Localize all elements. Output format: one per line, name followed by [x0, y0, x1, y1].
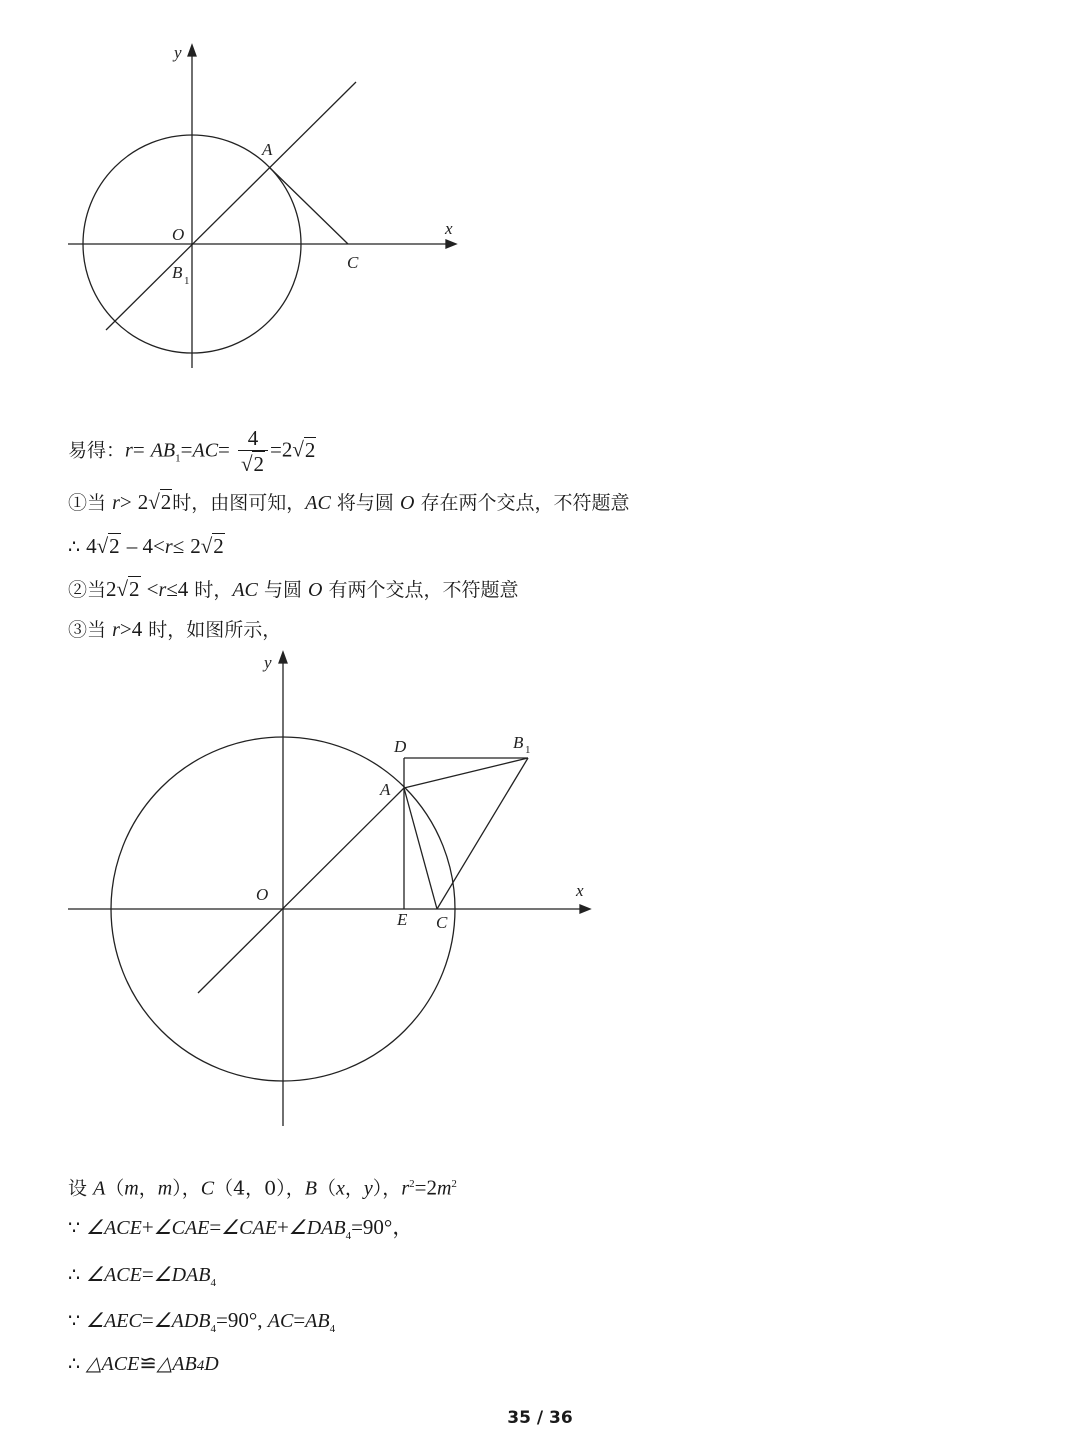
line3-therefore: ∴ — [68, 536, 81, 558]
line2-r: r — [112, 492, 120, 514]
line5-r: r — [112, 619, 120, 641]
text-line-7: ∵ $\angle ACE+\angle CAE=\angle CAE+\angle DAB_4=90^\circ$， — [68, 1215, 414, 1242]
line1-frac-num: 4 — [247, 426, 259, 450]
line1-r: r — [125, 439, 133, 462]
fig2-label-d: D — [394, 737, 407, 756]
line2-o: O — [399, 492, 415, 514]
text-line-9: ∵ $\angle AEC=\angle ADB_4=90^\circ$, $AC=AB_4$ — [68, 1308, 336, 1335]
line1-eq1: = — [132, 437, 145, 462]
line1-result: 2√2 — [281, 437, 316, 462]
line6-r: r — [401, 1177, 410, 1200]
fig2-label-o: O — [256, 885, 269, 904]
line1-ab-sub: 1 — [175, 452, 181, 465]
fig2-segment-ab — [404, 758, 528, 788]
line7-because: ∵ — [68, 1217, 81, 1239]
line1-frac-den-rad: 2 — [253, 452, 264, 476]
text-line-8: ∴ $\angle ACE=\angle DAB_4$ — [68, 1262, 216, 1289]
fig2-label-x: x — [576, 881, 584, 900]
text-line-6: 设 A（m，m），C（4，0），B（x，y），$r^2=2m^2$ — [68, 1175, 457, 1200]
line1-eq4: = — [269, 437, 282, 462]
line1-prefix: 易得： — [68, 439, 126, 462]
fig1-label-y: y — [174, 43, 182, 62]
text-line-10: ∴ △ACE≌△AB4D — [68, 1351, 219, 1375]
line5-circ: ③当 — [68, 619, 107, 641]
fig2-label-y: y — [264, 653, 272, 672]
line3-le: ≤ — [172, 534, 185, 558]
line2-t1: 时，由图可知， — [172, 492, 306, 514]
line4-t1: 时， — [194, 579, 233, 601]
line4-circ: ②当 — [68, 579, 107, 601]
line10-therefore: ∴ — [68, 1353, 81, 1375]
line1-ab: AB — [150, 439, 176, 462]
fig2-label-b-sub: 1 — [525, 744, 531, 756]
line1-eq2: = — [180, 437, 193, 462]
fig2-segment-bc — [437, 758, 528, 909]
page-number: 35 / 36 — [507, 1408, 573, 1428]
fig1-label-b: B — [172, 263, 183, 282]
line6-b: B — [304, 1177, 317, 1200]
line4-le: ≤4 — [166, 577, 189, 601]
line3-minus: – 4 — [126, 534, 153, 558]
line4-r: r — [158, 579, 167, 601]
line8-therefore: ∴ — [68, 1264, 81, 1286]
line2-t2: 将与圆 — [336, 492, 394, 514]
line9-because: ∵ — [68, 1310, 81, 1332]
fig2-label-c: C — [436, 913, 448, 932]
line4-ac: AC — [232, 579, 258, 601]
line4-t3: 有两个交点，不符题意 — [328, 579, 519, 601]
fig2-label-b: B — [513, 733, 524, 752]
line4-value: 2√2 — [106, 577, 140, 601]
line1-eq3: = — [218, 437, 230, 462]
line4-t2: 与圆 — [263, 579, 302, 601]
line5-cond: >4 — [119, 617, 143, 641]
line2-value: 2√2 — [137, 490, 172, 514]
line1-frac-den: √2 — [238, 450, 268, 477]
line6-t0: 设 — [68, 1177, 88, 1200]
fig1-label-c: C — [347, 253, 359, 272]
line5-t1: 时，如图所示， — [148, 619, 282, 641]
line1-ac: AC — [192, 439, 219, 462]
line6-a: A — [93, 1177, 106, 1200]
fig1-label-b-sub: 1 — [184, 275, 190, 287]
line3-r: r — [164, 536, 173, 558]
fig2-x-arrow — [580, 905, 590, 913]
line2-gt: > — [119, 490, 132, 514]
fig1-label-o: O — [172, 225, 185, 244]
line2-ac: AC — [305, 492, 331, 514]
line2-t3: 存在两个交点，不符题意 — [420, 492, 630, 514]
fig2-label-a: A — [380, 780, 391, 799]
fig1-label-a: A — [262, 140, 273, 159]
line4-lt: < — [146, 577, 159, 601]
line3-lt: < — [152, 534, 165, 558]
line3-value1: 4√2 — [86, 534, 120, 558]
fig1-label-x: x — [445, 219, 453, 238]
line4-o: O — [308, 579, 323, 601]
line2-circ: ①当 — [68, 492, 107, 514]
line3-value2: 2√2 — [190, 534, 224, 558]
line6-c: C — [200, 1177, 215, 1200]
fig2-label-e: E — [397, 910, 408, 929]
fig2-y-arrow — [279, 652, 287, 663]
fig2-diagonal-line — [198, 788, 404, 993]
